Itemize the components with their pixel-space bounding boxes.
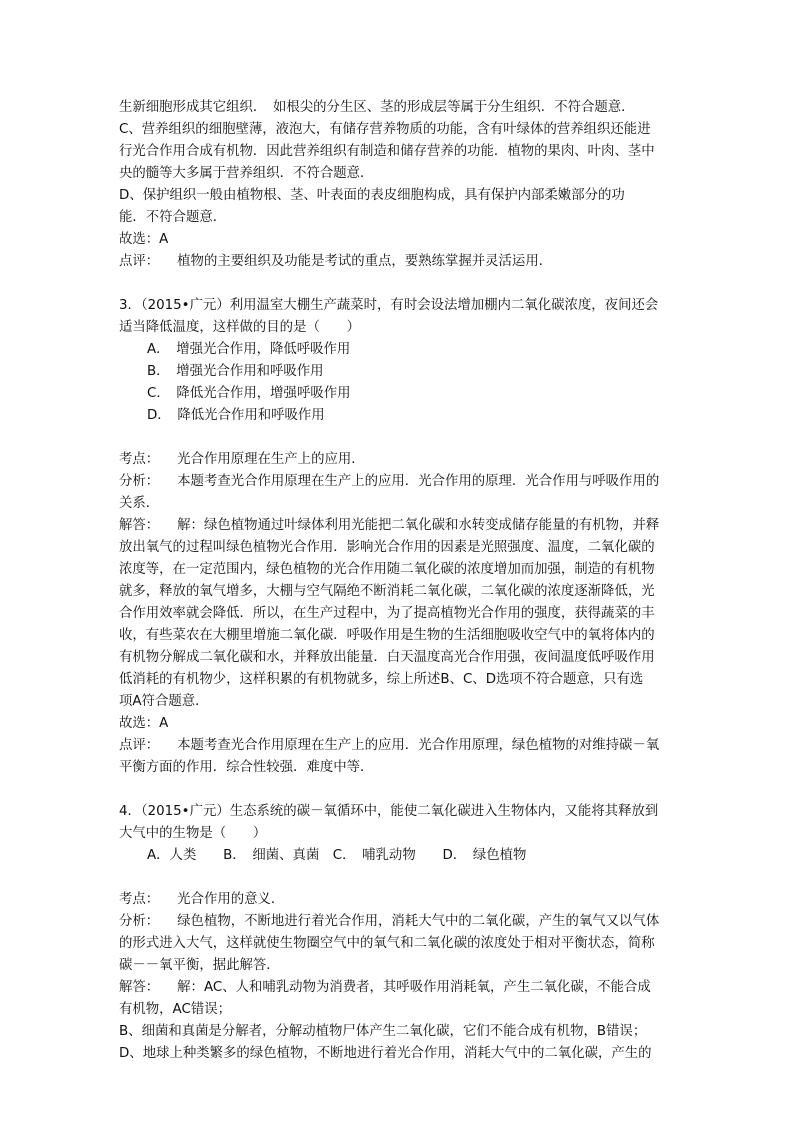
text-line: D、保护组织一般由植物根、茎、叶表面的表皮细胞构成，具有保护内部柔嫩部分的功 [119, 188, 625, 203]
jieda-text: 解：AC、人和哺乳动物为消费者，其呼吸作用消耗氧，产生二氧化碳，不能合成 [177, 980, 651, 995]
kaodian-text: 光合作用原理在生产上的应用． [177, 452, 365, 467]
jieda-text: 解：绿色植物通过叶绿体利用光能把二氧化碳和水转变成储存能量的有机物，并释 [177, 518, 660, 533]
text-line: 浓度等，在一定范围内，绿色植物的光合作用随二氧化碳的浓度增加而加强，制造的有机物 [119, 562, 655, 577]
question-4-options: A．人类 B． 细菌、真菌 C． 哺乳动物 D． 绿色植物 [147, 848, 527, 863]
text-line: 收，有些菜农在大棚里增施二氧化碳．呼吸作用是生物的生活细胞吸收空气中的氧将体内的 [119, 628, 655, 643]
question-3-stem: 适当降低温度，这样做的目的是（ ） [119, 320, 361, 335]
dianping-line [119, 735, 679, 757]
fenxi-text: 绿色植物，不断地进行着光合作用，消耗大气中的二氧化碳，产生的氧气又以气体 [177, 914, 660, 929]
question-3-option-b: B． 增强光合作用和呼吸作用 [147, 364, 324, 379]
text-line: 平衡方面的作用．综合性较强．难度中等． [119, 760, 374, 775]
fenxi-label: 分析： [119, 914, 160, 929]
text-line: 行光合作用合成有机物．因此营养组织有制造和储存营养的功能．植物的果肉、叶肉、茎中 [119, 144, 655, 159]
question-3-option-c: C． 降低光合作用，增强呼吸作用 [147, 386, 351, 401]
kaodian-line [119, 449, 679, 471]
comment-line [119, 251, 679, 273]
dianping-text: 本题考查光合作用原理在生产上的应用．光合作用原理，绿色植物的对维持碳－氧 [177, 738, 660, 753]
kaodian-text: 光合作用的意义． [177, 892, 285, 907]
answer-line: 故选：A [119, 232, 169, 247]
fenxi-line [119, 471, 679, 493]
text-line: 关系． [119, 496, 160, 511]
jieda-line [119, 515, 679, 537]
jieda-label: 解答： [119, 518, 160, 533]
question-3-option-a: A． 增强光合作用，降低呼吸作用 [147, 342, 351, 357]
text-line: 央的髓等大多属于营养组织．不符合题意． [119, 166, 374, 181]
text-line: 生新细胞形成其它组织． 如根尖的分生区、茎的形成层等属于分生组织．不符合题意． [119, 100, 635, 115]
comment-text: 植物的主要组织及功能是考试的重点，要熟练掌握并灵活运用． [177, 254, 553, 269]
text-line: 低消耗的有机物少，这样积累的有机物就多，综上所述B、C、D选项不符合题意，只有选 [119, 672, 644, 687]
fenxi-line [119, 911, 679, 933]
fenxi-text: 本题考查光合作用原理在生产上的应用．光合作用的原理．光合作用与呼吸作用的 [177, 474, 660, 489]
dianping-label: 点评： [119, 738, 160, 753]
text-line: 碳－－氧平衡，据此解答． [119, 958, 280, 973]
kaodian-label: 考点： [119, 452, 160, 467]
text-line: 放出氧气的过程叫绿色植物光合作用．影响光合作用的因素是光照强度、温度，二氧化碳的 [119, 540, 655, 555]
comment-label: 点评： [119, 254, 160, 269]
kaodian-label: 考点： [119, 892, 160, 907]
jieda-line [119, 977, 679, 999]
question-4-stem: 大气中的生物是（ ） [119, 826, 267, 841]
text-line: B、细菌和真菌是分解者，分解动植物尸体产生二氧化碳，它们不能合成有机物，B错误； [119, 1024, 647, 1039]
fenxi-label: 分析： [119, 474, 160, 489]
text-line: 合作用效率就会降低．所以，在生产过程中，为了提高植物光合作用的强度，获得蔬菜的丰 [119, 606, 655, 621]
answer-line: 故选：A [119, 716, 169, 731]
text-line: 的形式进入大气，这样就使生物圈空气中的氧气和二氧化碳的浓度处于相对平衡状态，简称 [119, 936, 655, 951]
question-4-stem: 4．（2015•广元）生态系统的碳－氧循环中，能使二氧化碳进入生物体内，又能将其释放到 [119, 804, 659, 819]
jieda-label: 解答： [119, 980, 160, 995]
question-3-stem: 3．（2015•广元）利用温室大棚生产蔬菜时，有时会设法增加棚内二氧化碳浓度，夜间还会 [119, 298, 659, 313]
document-content [119, 97, 679, 1065]
text-line: 有机物分解成二氧化碳和水，并释放出能量．白天温度高光合作用强，夜间温度低呼吸作用 [119, 650, 655, 665]
text-line: 能．不符合题意． [119, 210, 227, 225]
text-line: 有机物，AC错误； [119, 1002, 232, 1017]
text-line: 就多，释放的氧气增多，大棚与空气隔绝不断消耗二氧化碳，二氧化碳的浓度逐渐降低，光 [119, 584, 655, 599]
text-line: C、营养组织的细胞壁薄，液泡大，有储存营养物质的功能，含有叶绿体的营养组织还能进 [119, 122, 651, 137]
text-line: 项A符合题意． [119, 694, 209, 709]
question-3-option-d: D． 降低光合作用和呼吸作用 [147, 408, 325, 423]
text-line: D、地球上种类繁多的绿色植物，不断地进行着光合作用，消耗大气中的二氧化碳，产生的 [119, 1046, 652, 1061]
kaodian-line [119, 889, 679, 911]
